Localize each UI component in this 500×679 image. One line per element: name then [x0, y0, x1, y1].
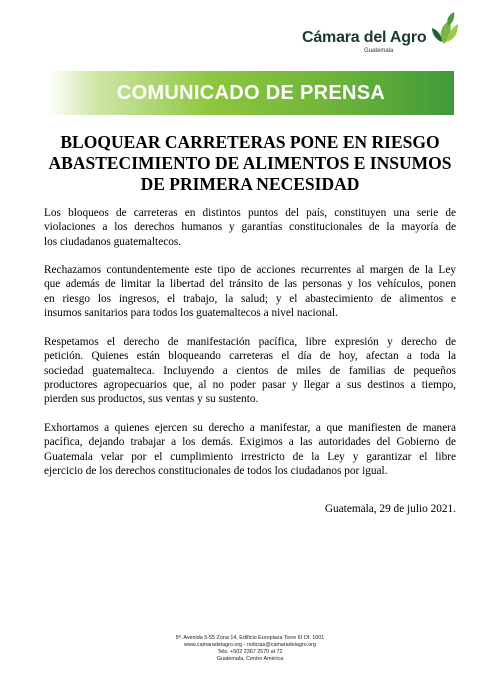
headline-line: BLOQUEAR CARRETERAS PONE EN RIESGO: [60, 132, 440, 152]
footer-address: 5ª. Avenida 5-55 Zona 14, Edificio Europlaza Torre III Of. 1001: [175, 635, 325, 641]
paragraph-1: [44, 206, 456, 249]
paragraph-line: violaciones a los derechos humanos y garantías constitucionales de la mayoría de: [44, 221, 456, 234]
banner-title: COMUNICADO DE PRENSA: [116, 82, 386, 104]
paragraph-3: [44, 335, 456, 406]
paragraph-line: productores agropecuarios que, al no poder pasar y llegar a sus destinos a tiempo,: [44, 378, 456, 391]
paragraph-line: insumos sanitarios para todos los guatemaltecos a nivel nacional.: [44, 306, 338, 319]
leaves-icon: [428, 12, 458, 48]
paragraph-line: Exhortamos a quienes ejercen su derecho a manifestar, a que manifiesten de manera: [44, 422, 456, 434]
paragraph-line: petición. Quienes están bloqueando carreteras el día de hoy, afectan a toda la: [44, 350, 456, 363]
press-release-banner: [48, 71, 454, 115]
paragraph-line: que además de limitar la libertad del tránsito de las personas y los vehículos, ponen: [44, 278, 456, 291]
paragraph-line: pacífica, dejando trabajar a los demás. Exigimos a las autoridades del Gobierno de: [44, 436, 456, 449]
headline-line: DE PRIMERA NECESIDAD: [140, 174, 360, 194]
paragraph-line: pierden sus productos, sus ventas y su sustento.: [44, 393, 259, 406]
paragraph-2: [44, 263, 456, 320]
logo-subtitle: Guatemala: [364, 48, 394, 54]
headline: [40, 132, 460, 195]
paragraph-line: los ciudadanos guatemaltecos.: [44, 235, 182, 248]
paragraph-line: Rechazamos contundentemente este tipo de acciones recurrentes al margen de la Ley: [44, 264, 456, 276]
headline-line: ABASTECIMIENTO DE ALIMENTOS E INSUMOS: [48, 153, 452, 173]
footer-location: Guatemala, Centro América: [216, 656, 284, 662]
paragraph-line: sociedad guatemalteca. Incluyendo a cientos de miles de familias de pequeños: [44, 364, 456, 377]
dateline: Guatemala, 29 de julio 2021.: [324, 503, 456, 515]
paragraph-line: Los bloqueos de carreteras en distintos puntos del país, constituyen una serie de: [44, 207, 456, 219]
paragraph-line: Respetamos el derecho de manifestación pacífica, libre expresión y derecho de: [44, 336, 456, 348]
logo-name: Cámara del Agro: [302, 29, 427, 46]
footer-web-email: www.camaradelagro.org - noticias@camaradelagro.org: [184, 642, 316, 648]
footer-phone: Tels. +502 2367 2570 al 72: [217, 649, 283, 655]
paragraph-line: Guatemala velar por el cumplimiento irrestricto de la Ley y garantizar el libre: [44, 450, 456, 463]
footer-contact: [0, 635, 500, 663]
paragraph-line: en riesgo los ingresos, el trabajo, la salud; y el abastecimiento de alimentos e: [44, 292, 456, 305]
paragraph-4: [44, 421, 456, 478]
paragraph-line: ejercicio de los derechos constitucionales de todos los ciudadanos por igual.: [44, 464, 388, 477]
camara-del-agro-logo: [302, 12, 452, 62]
